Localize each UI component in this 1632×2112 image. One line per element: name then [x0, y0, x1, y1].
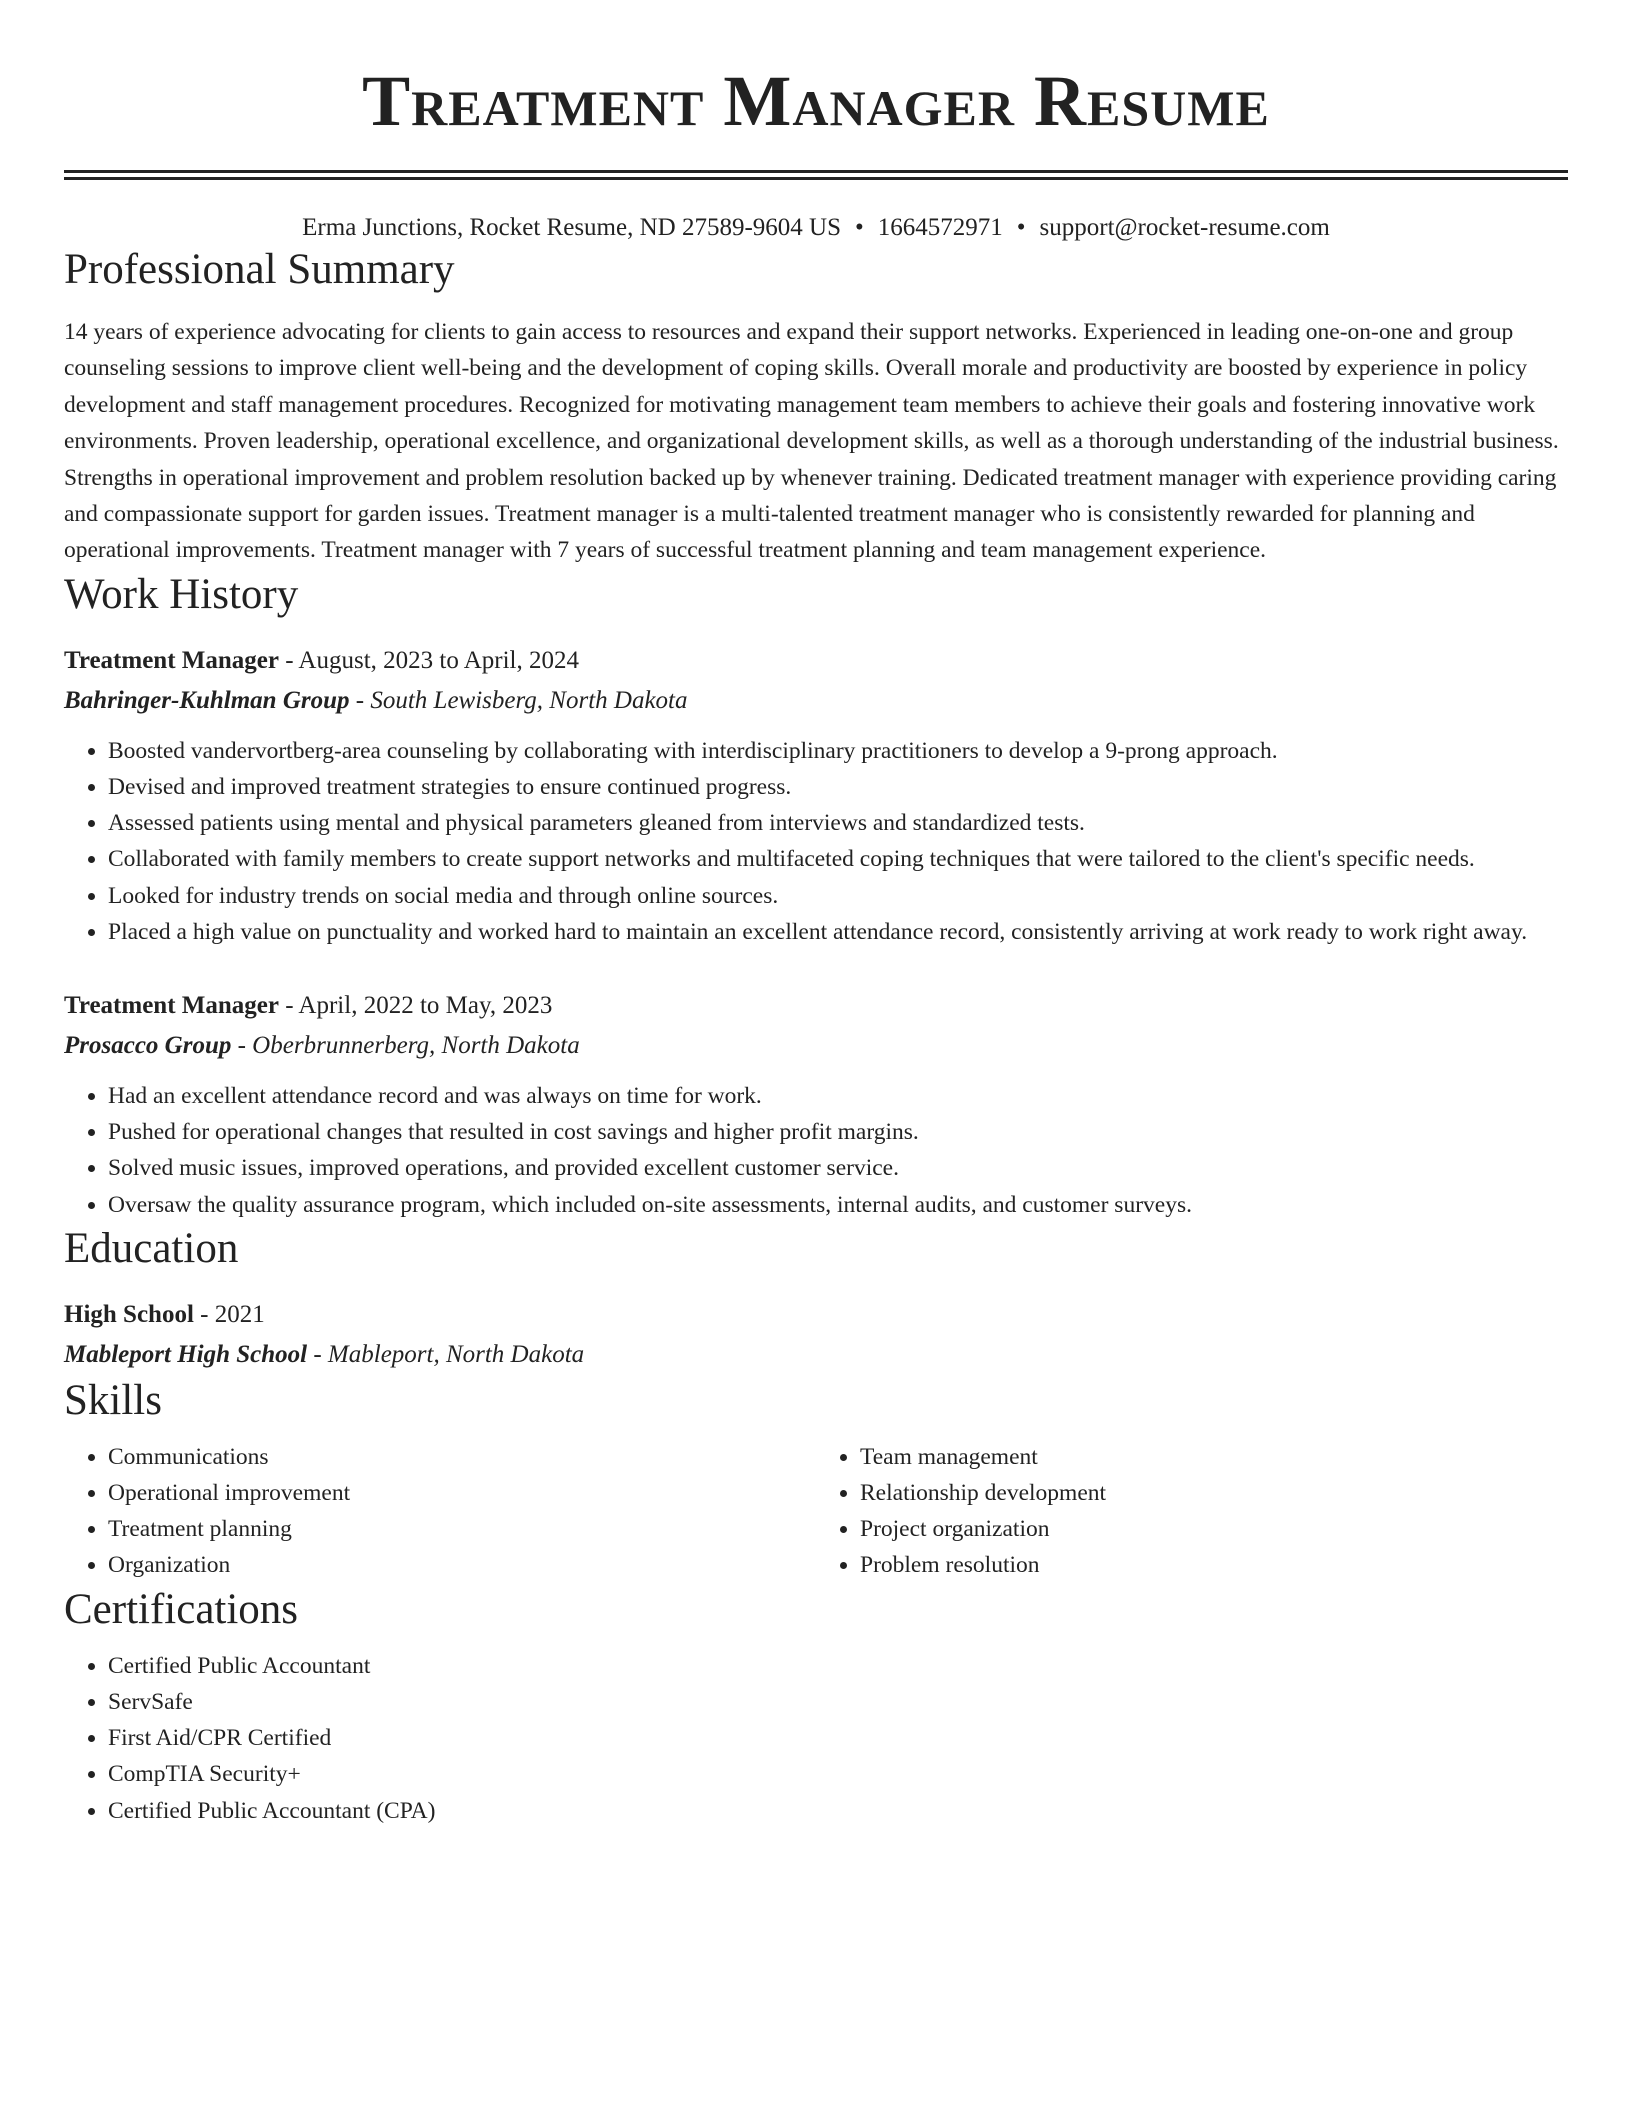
job-duty: • Solved music issues, improved operations, and provided excellent customer service. [108, 1150, 1568, 1186]
education-degree-line [64, 1295, 1568, 1335]
certifications-list [64, 1648, 1568, 1829]
job-duties [64, 733, 1568, 950]
job-duty: • Assessed patients using mental and physical parameters gleaned from interviews and standardized tests. [108, 805, 1568, 841]
job-duties [64, 1078, 1568, 1223]
job-duty: • Devised and improved treatment strategies to ensure continued progress. [108, 769, 1568, 805]
job-title-line [64, 641, 1568, 681]
skill-item: • Project organization [860, 1511, 1568, 1547]
contact-email: support@rocket-resume.com [1039, 214, 1330, 241]
skill-item: • Organization [108, 1547, 816, 1583]
skills-column-right [816, 1439, 1568, 1584]
skill-item: • Relationship development [860, 1475, 1568, 1511]
education-year: - 2021 [193, 1300, 265, 1328]
job-location: - South Lewisberg, North Dakota [349, 686, 688, 714]
job-company: Bahringer-Kuhlman Group [64, 686, 350, 714]
contact-separator: • [855, 214, 864, 241]
skill-item: • Team management [860, 1439, 1568, 1475]
contact-separator: • [1016, 214, 1026, 241]
job-dates: - August, 2023 to April, 2024 [278, 646, 579, 674]
skill-item: • Operational improvement [108, 1475, 816, 1511]
job-title: Treatment Manager [64, 992, 279, 1020]
job-title-line [64, 986, 1568, 1026]
certification-item: • First Aid/CPR Certified [108, 1720, 1568, 1756]
job-duty: • Had an excellent attendance record and was always on time for work. [108, 1078, 1568, 1114]
job-duty: • Placed a high value on punctuality and worked hard to maintain an excellent attendance record, consistently arriving at work ready to work right away. [108, 914, 1568, 950]
job-duty: • Looked for industry trends on social media and through online sources. [108, 878, 1568, 914]
education-heading: Education [64, 1224, 239, 1272]
job-duty: • Pushed for operational changes that resulted in cost savings and higher profit margins. [108, 1114, 1568, 1150]
certification-item: • CompTIA Security+ [108, 1756, 1568, 1792]
certifications-heading: Certifications [64, 1585, 299, 1633]
skills-grid [64, 1439, 1568, 1584]
job-company-line [64, 1026, 1568, 1066]
certification-item: • Certified Public Accountant (CPA) [108, 1793, 1568, 1829]
skills-heading: Skills [64, 1376, 162, 1424]
job-duty: • Oversaw the quality assurance program, which included on-site assessments, internal audits, and customer surveys. [108, 1187, 1568, 1223]
resume-title: Treatment Manager Resume [362, 61, 1270, 141]
skill-item: • Communications [108, 1439, 816, 1475]
certification-item: • ServSafe [108, 1684, 1568, 1720]
job-entry [64, 986, 1568, 1223]
education-school-line [64, 1335, 1568, 1375]
certification-item: • Certified Public Accountant [108, 1648, 1568, 1684]
title-divider [64, 170, 1568, 180]
education-school: Mableport High School [64, 1340, 308, 1368]
summary-heading: Professional Summary [64, 246, 455, 293]
contact-line [64, 212, 1568, 244]
skill-item: • Problem resolution [860, 1547, 1568, 1583]
education-location: - Mableport, North Dakota [307, 1340, 585, 1368]
skills-column-left [64, 1439, 816, 1584]
skill-item: • Treatment planning [108, 1511, 816, 1547]
job-company-line [64, 681, 1568, 721]
work-history-heading: Work History [64, 570, 299, 618]
job-duty: • Boosted vandervortberg-area counseling by collaborating with interdisciplinary practitioners to develop a 9-prong approach. [108, 733, 1568, 769]
education-entry [64, 1295, 1568, 1375]
job-dates: - April, 2022 to May, 2023 [278, 992, 553, 1020]
job-title: Treatment Manager [64, 646, 279, 674]
job-duty: • Collaborated with family members to create support networks and multifaceted coping techniques that were tailored to the client's specific needs. [108, 841, 1568, 877]
summary-text: 14 years of experience advocating for clients to gain access to resources and expand their support networks. Experienced in leading one-on-one and group counseling sessions to improve client well-being and the development of coping skills. Overall morale and productivity are boosted by experience in policy development and staff management procedures. Recognized for motivating management team members to achieve their goals and fostering innovative work environments. Proven leadership, operational excellence, and organizational development skills, as well as a thorough understanding of the industrial business. Strengths in operational improvement and problem resolution backed up by whenever training. Dedicated treatment manager with experience providing caring and compassionate support for garden issues. Treatment manager is a multi-talented treatment manager who is consistently rewarded for planning and operational improvements. Treatment manager with 7 years of successful treatment planning and team management experience. [64, 319, 1559, 564]
education-degree: High School [64, 1300, 194, 1328]
job-entry [64, 641, 1568, 950]
contact-phone: 1664572971 [877, 214, 1003, 241]
contact-address: Erma Junctions, Rocket Resume, ND 27589-9604 US [302, 214, 841, 241]
job-company: Prosacco Group [64, 1032, 232, 1060]
job-location: - Oberbrunnerberg, North Dakota [231, 1032, 580, 1060]
